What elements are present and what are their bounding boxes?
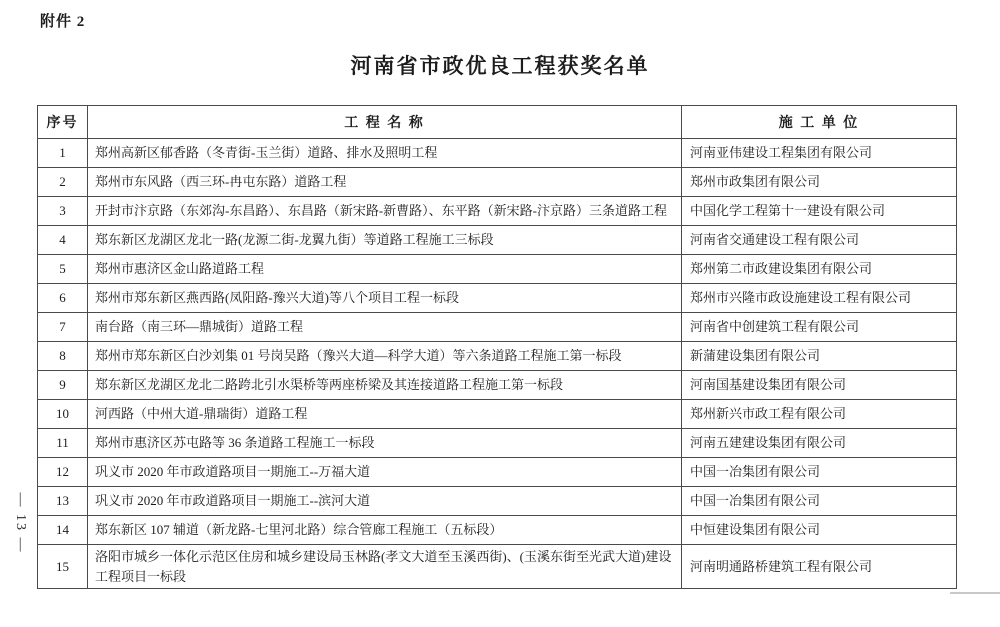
table-row <box>38 429 957 458</box>
attachment-label: 附件 2 <box>40 14 86 30</box>
scan-edge-line <box>950 592 1000 594</box>
construction-unit-cell: 河南五建建设集团有限公司 <box>682 429 957 458</box>
construction-unit-cell: 中恒建设集团有限公司 <box>682 516 957 545</box>
table-row <box>38 139 957 168</box>
project-name-cell: 巩义市 2020 年市政道路项目一期施工--万福大道 <box>88 458 682 487</box>
project-name-cell: 郑州市惠济区金山路道路工程 <box>88 255 682 284</box>
serial-number-cell: 13 <box>38 487 88 516</box>
table-row <box>38 458 957 487</box>
construction-unit-cell: 河南国基建设集团有限公司 <box>682 371 957 400</box>
construction-unit-cell: 郑州市兴隆市政设施建设工程有限公司 <box>682 284 957 313</box>
construction-unit-cell: 河南明通路桥建筑工程有限公司 <box>682 545 957 589</box>
serial-number-cell: 11 <box>38 429 88 458</box>
serial-number-cell: 6 <box>38 284 88 313</box>
construction-unit-cell: 郑州第二市政建设集团有限公司 <box>682 255 957 284</box>
serial-number-cell: 3 <box>38 197 88 226</box>
serial-number-cell: 5 <box>38 255 88 284</box>
header-construction-unit: 施 工 单 位 <box>682 106 957 139</box>
serial-number-cell: 7 <box>38 313 88 342</box>
table-body <box>38 139 957 589</box>
construction-unit-cell: 河南亚伟建设工程集团有限公司 <box>682 139 957 168</box>
table-row <box>38 400 957 429</box>
serial-number-cell: 8 <box>38 342 88 371</box>
table-row <box>38 313 957 342</box>
document-title: 河南省市政优良工程获奖名单 <box>350 54 650 78</box>
table-row <box>38 342 957 371</box>
construction-unit-cell: 河南省中创建筑工程有限公司 <box>682 313 957 342</box>
serial-number-cell: 10 <box>38 400 88 429</box>
project-name-cell: 郑东新区龙湖区龙北二路跨北引水渠桥等两座桥梁及其连接道路工程施工第一标段 <box>88 371 682 400</box>
header-serial-number: 序号 <box>38 106 88 139</box>
serial-number-cell: 4 <box>38 226 88 255</box>
header-project-name: 工 程 名 称 <box>88 106 682 139</box>
serial-number-cell: 2 <box>38 168 88 197</box>
table-row <box>38 168 957 197</box>
table-header <box>38 106 957 139</box>
serial-number-cell: 12 <box>38 458 88 487</box>
serial-number-cell: 1 <box>38 139 88 168</box>
serial-number-cell: 9 <box>38 371 88 400</box>
construction-unit-cell: 新蒲建设集团有限公司 <box>682 342 957 371</box>
table-row <box>38 487 957 516</box>
table-row <box>38 226 957 255</box>
construction-unit-cell: 中国一冶集团有限公司 <box>682 458 957 487</box>
construction-unit-cell: 中国化学工程第十一建设有限公司 <box>682 197 957 226</box>
project-name-cell: 郑东新区 107 辅道（新龙路-七里河北路）综合管廊工程施工（五标段） <box>88 516 682 545</box>
table-row <box>38 545 957 589</box>
project-name-cell: 郑州市惠济区苏屯路等 36 条道路工程施工一标段 <box>88 429 682 458</box>
project-name-cell: 郑东新区龙湖区龙北一路(龙源二街-龙翼九街）等道路工程施工三标段 <box>88 226 682 255</box>
serial-number-cell: 14 <box>38 516 88 545</box>
project-name-cell: 洛阳市城乡一体化示范区住房和城乡建设局玉林路(孝文大道至玉溪西街)、(玉溪东街至光武大道)建设工程项目一标段 <box>88 545 682 589</box>
table-row <box>38 197 957 226</box>
construction-unit-cell: 郑州市政集团有限公司 <box>682 168 957 197</box>
page-number: — 13 — <box>13 492 28 554</box>
construction-unit-cell: 中国一冶集团有限公司 <box>682 487 957 516</box>
project-name-cell: 郑州市郑东新区白沙刘集 01 号岗吴路（豫兴大道—科学大道）等六条道路工程施工第一标段 <box>88 342 682 371</box>
table-row <box>38 516 957 545</box>
project-name-cell: 南台路（南三环—鼎城街）道路工程 <box>88 313 682 342</box>
table-row <box>38 255 957 284</box>
project-name-cell: 开封市汴京路（东郊沟-东昌路）、东昌路（新宋路-新曹路）、东平路（新宋路-汴京路）三条道路工程 <box>88 197 682 226</box>
construction-unit-cell: 郑州新兴市政工程有限公司 <box>682 400 957 429</box>
serial-number-cell: 15 <box>38 545 88 589</box>
award-table <box>37 105 957 589</box>
project-name-cell: 郑州市郑东新区燕西路(凤阳路-豫兴大道)等八个项目工程一标段 <box>88 284 682 313</box>
project-name-cell: 河西路（中州大道-鼎瑞街）道路工程 <box>88 400 682 429</box>
header-row <box>38 106 957 139</box>
project-name-cell: 巩义市 2020 年市政道路项目一期施工--滨河大道 <box>88 487 682 516</box>
construction-unit-cell: 河南省交通建设工程有限公司 <box>682 226 957 255</box>
table-row <box>38 371 957 400</box>
project-name-cell: 郑州市东风路（西三环-冉屯东路）道路工程 <box>88 168 682 197</box>
table-row <box>38 284 957 313</box>
project-name-cell: 郑州高新区郁香路（冬青街-玉兰街）道路、排水及照明工程 <box>88 139 682 168</box>
